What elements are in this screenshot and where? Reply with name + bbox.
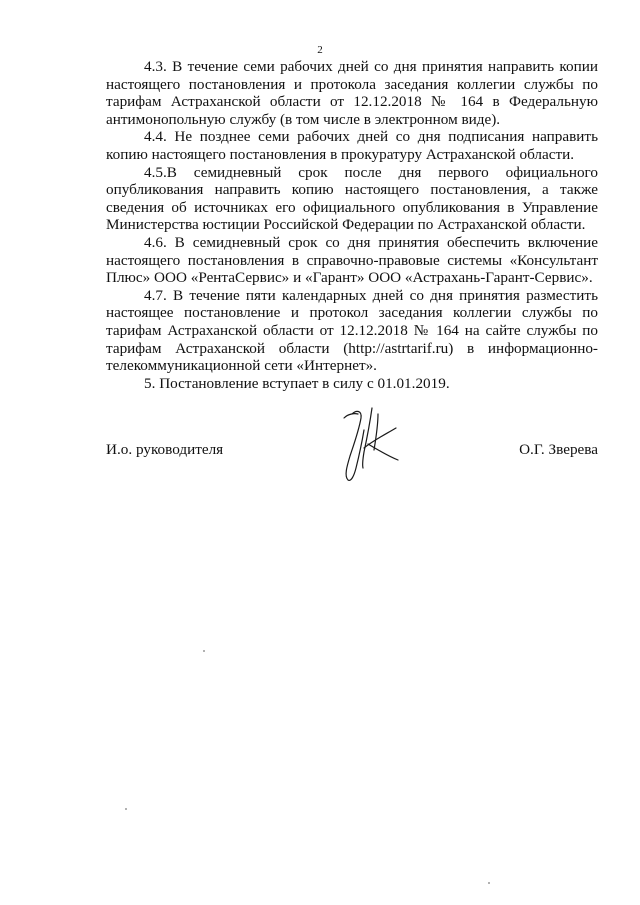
scan-speck [488,882,490,884]
page-number: 2 [317,44,323,56]
paragraph-5: 5. Постановление вступает в силу с 01.01.2019. [144,374,450,392]
scan-speck [203,650,205,652]
signatory-name: О.Г. Зверева [519,441,598,458]
handwritten-signature [334,404,408,484]
paragraph-4-4: 4.4. Не позднее семи рабочих дней со дня подписания направить копию настоящего постановления в прокуратуру Астраханской области. [106,128,598,163]
signatory-role: И.о. руководителя [106,441,224,458]
scan-speck [125,808,127,810]
paragraph-4-6: 4.6. В семидневный срок со дня принятия обеспечить включение настоящего постановления в справочно-правовые системы «Консультант Плюс» ООО «РентаСервис» и «Гарант» ООО «Астрахань-Гарант-Сервис». [106,233,598,287]
paragraph-4-5: 4.5.В семидневный срок после дня первого официального опубликования направить копию настоящего постановления, а также сведения об источниках его официального опубликования в Управление Министерства юстиции Российской Федерации по Астраханской области. [106,163,598,234]
paragraph-4-3: 4.3. В течение семи рабочих дней со дня принятия направить копии настоящего постановления и протокола заседания коллегии службы по тарифам Астраханской области от 12.12.2018 № 164 в Федеральную антимонопольную службу (в том числе в электронном виде). [106,58,598,128]
document-body [106,58,598,392]
paragraph-4-7: 4.7. В течение пяти календарных дней со дня принятия разместить настоящее постановление и протокол заседания коллегии службы по тарифам Астраханской области от 12.12.2018 № 164 на сайте службы по тарифам Астраханской области (http://astrtarif.ru) в информационно-телекоммуникационной сети «Интернет». [106,286,598,375]
